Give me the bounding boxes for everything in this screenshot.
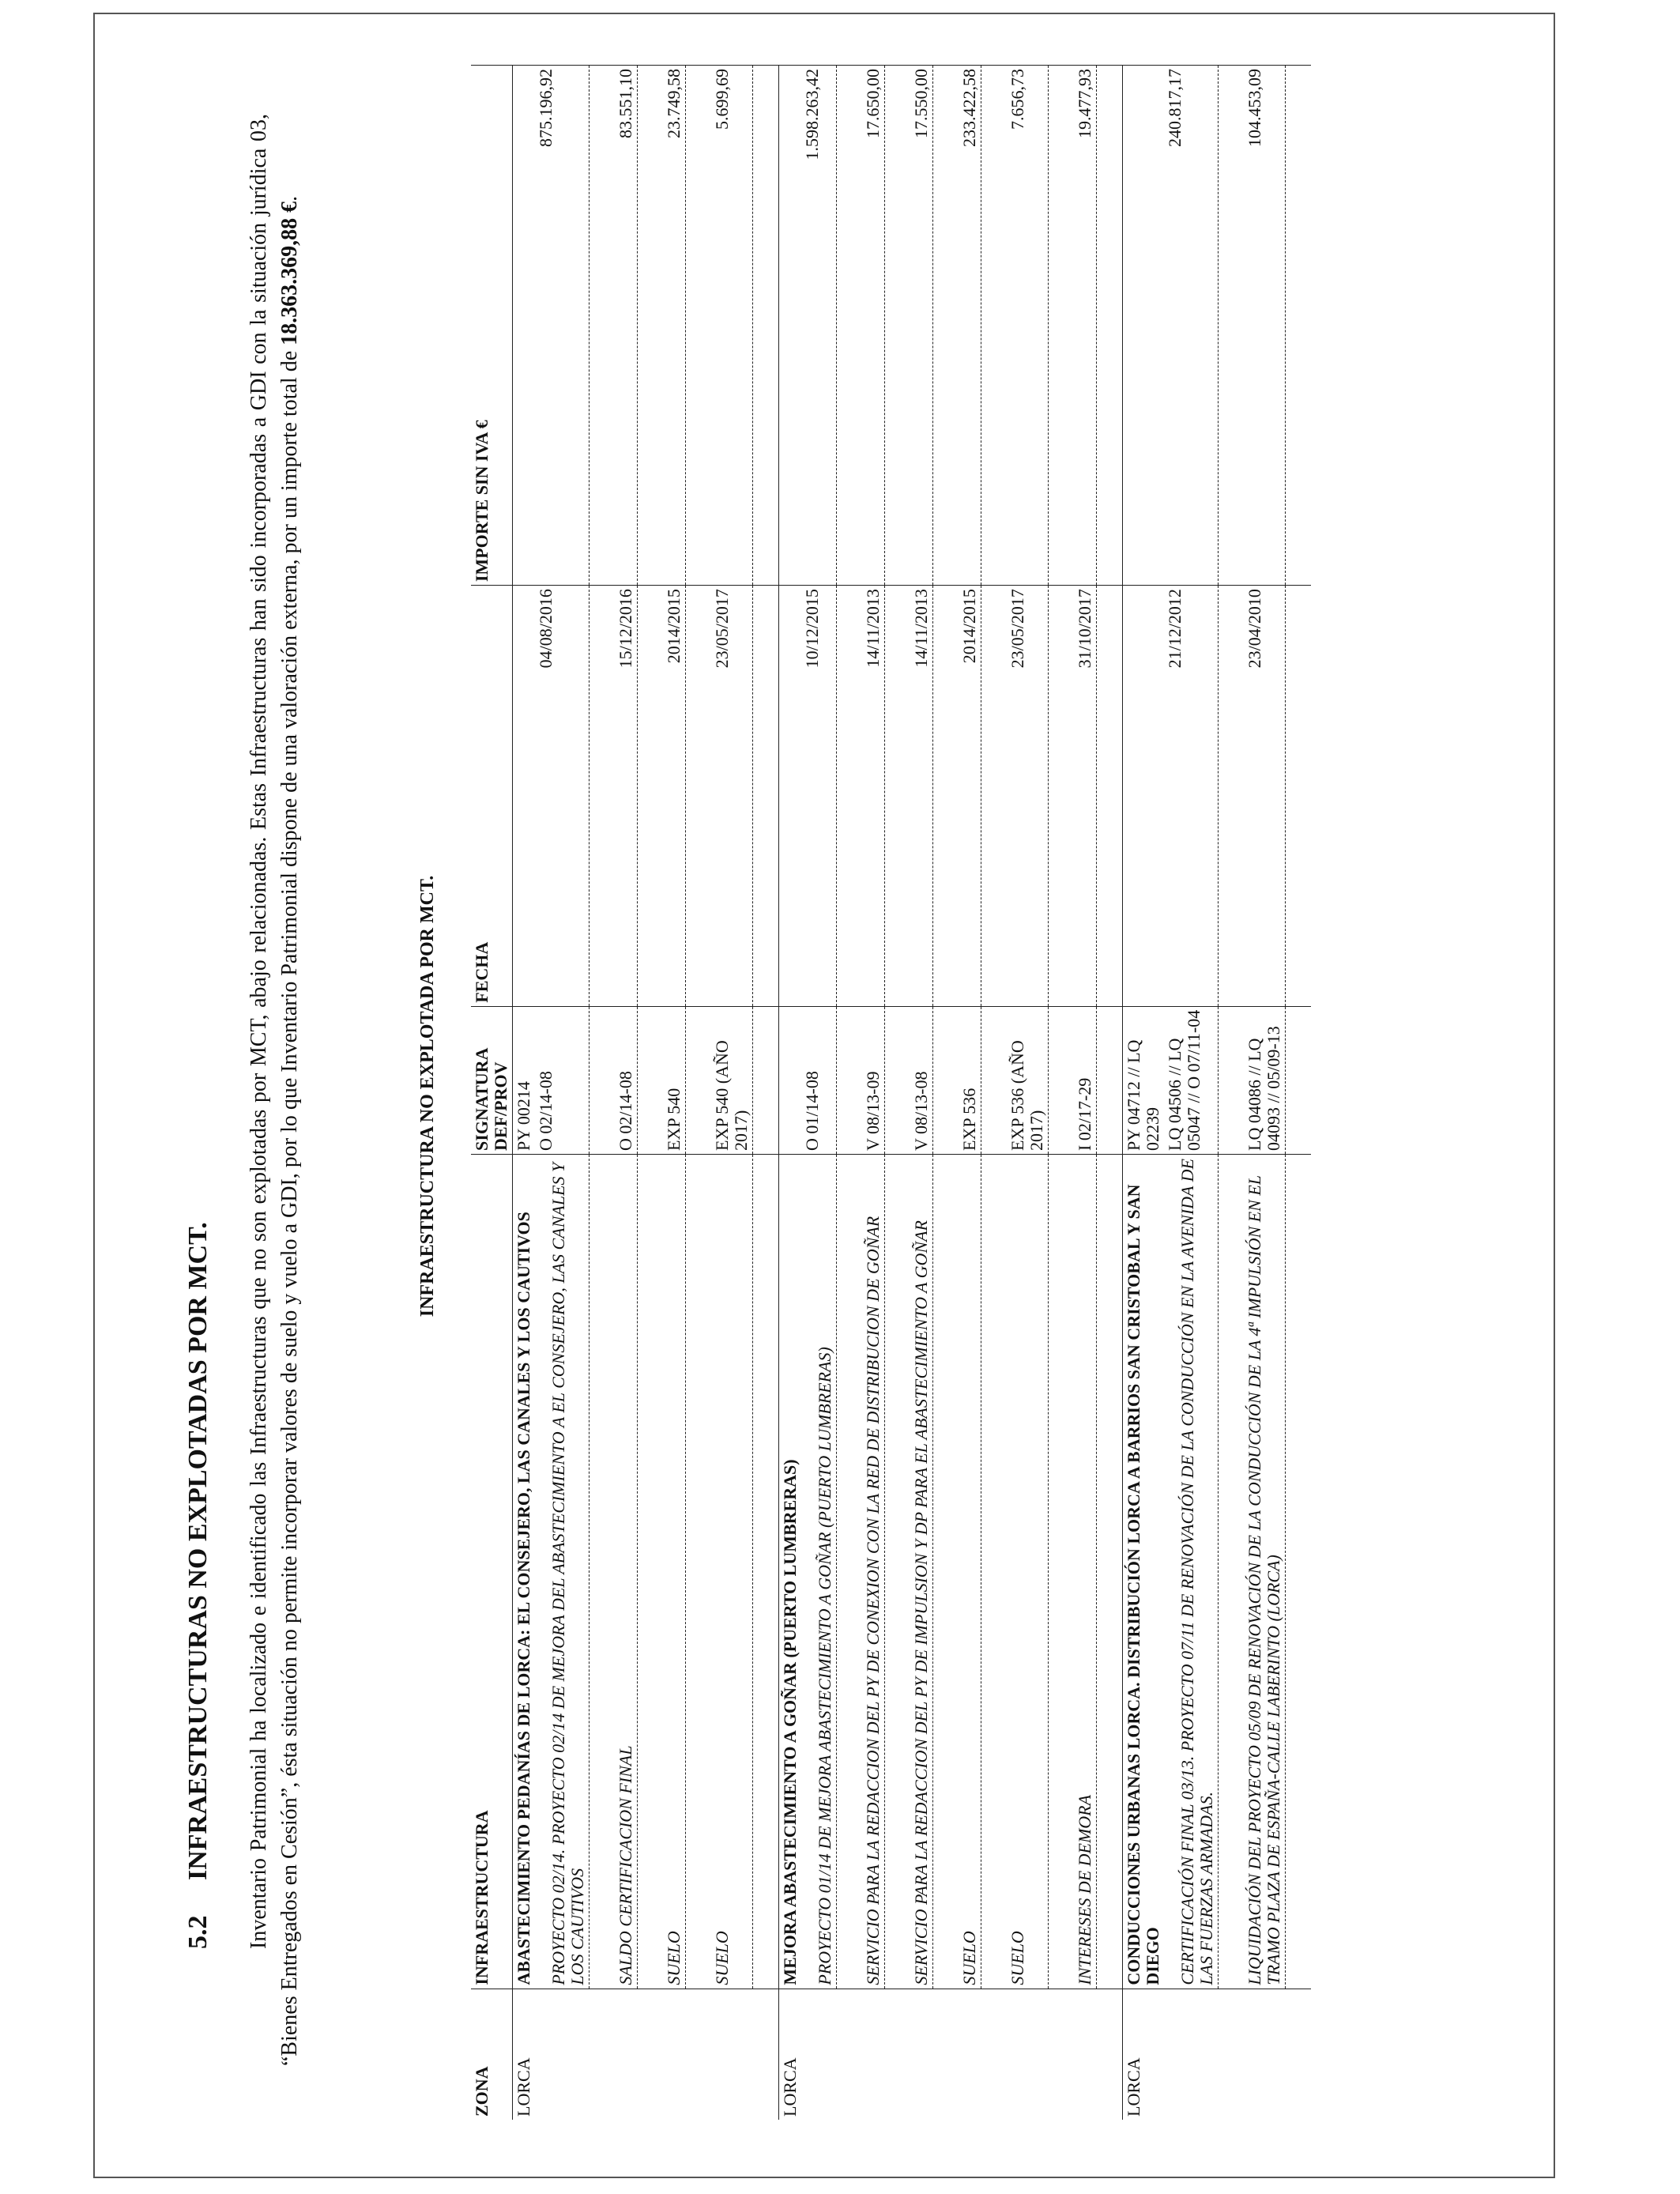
zona-cell: LORCA bbox=[1123, 1989, 1165, 2120]
row-importe: 23.749,58 bbox=[663, 66, 686, 586]
group-signatura bbox=[779, 1006, 802, 1154]
group-title: MEJORA ABASTECIMIENTO A GOÑAR (PUERTO LUMBRERAS) bbox=[779, 1154, 802, 1989]
section-heading bbox=[183, 1222, 213, 1949]
intro-end: . bbox=[277, 195, 302, 202]
spacer-cell bbox=[638, 1989, 664, 2120]
row-description: INTERESES DE DEMORA bbox=[1074, 1154, 1097, 1989]
spacer-cell bbox=[981, 586, 1008, 1007]
row-spacer bbox=[1049, 66, 1075, 2120]
table-row bbox=[1164, 66, 1219, 2120]
group-fecha-empty bbox=[1123, 586, 1165, 1007]
spacer-cell bbox=[885, 586, 911, 1007]
spacer-cell bbox=[1097, 586, 1123, 1007]
spacer-cell bbox=[638, 1006, 664, 1154]
spacer-cell bbox=[1286, 586, 1312, 1007]
zona-cell: LORCA bbox=[779, 1989, 802, 2120]
row-spacer bbox=[753, 66, 779, 2120]
row-importe: 7.656,73 bbox=[1007, 66, 1049, 586]
spacer-cell bbox=[638, 66, 664, 586]
row-description: SUELO bbox=[711, 1154, 753, 1989]
intro-paragraph bbox=[243, 114, 305, 2066]
zona-empty bbox=[910, 1989, 933, 2120]
zona-empty bbox=[711, 1989, 753, 2120]
row-description: SERVICIO PARA LA REDACCION DEL PY DE IMPULSION Y DP PARA EL ABASTECIMIENTO A GOÑAR bbox=[910, 1154, 933, 1989]
zona-empty bbox=[1074, 1989, 1097, 2120]
table-subtitle: INFRAESTRUCTURA NO EXPLOTADA POR MCT. bbox=[417, 875, 438, 1318]
spacer-cell bbox=[1049, 66, 1075, 586]
spacer-cell bbox=[1097, 1989, 1123, 2120]
spacer-cell bbox=[885, 1989, 911, 2120]
spacer-cell bbox=[933, 586, 959, 1007]
spacer-cell bbox=[933, 1006, 959, 1154]
row-importe: 17.650,00 bbox=[862, 66, 885, 586]
spacer-cell bbox=[981, 66, 1008, 586]
spacer-cell bbox=[933, 66, 959, 586]
row-importe: 83.551,10 bbox=[615, 66, 638, 586]
group-importe-empty bbox=[779, 66, 802, 586]
spacer-cell bbox=[1049, 1006, 1075, 1154]
table-row bbox=[615, 66, 638, 2120]
spacer-cell bbox=[753, 1154, 779, 1989]
group-signatura: PY 00214 bbox=[513, 1006, 536, 1154]
spacer-cell bbox=[837, 1006, 863, 1154]
spacer-cell bbox=[981, 1006, 1008, 1154]
zona-empty bbox=[615, 1989, 638, 2120]
spacer-cell bbox=[1219, 1006, 1245, 1154]
row-spacer bbox=[1219, 66, 1245, 2120]
row-description: LIQUIDACIÓN DEL PROYECTO 05/09 DE RENOVACIÓN DE LA CONDUCCIÓN DE LA 4ª IMPULSIÓN EN EL TRAMO PLAZA DE ESPAÑA-CALLE LABERINTO (LORCA) bbox=[1244, 1154, 1286, 1989]
zona-empty bbox=[1007, 1989, 1049, 2120]
table-row bbox=[910, 66, 933, 2120]
spacer-cell bbox=[1286, 1154, 1312, 1989]
zona-empty bbox=[535, 1989, 590, 2120]
row-fecha: 23/05/2017 bbox=[1007, 586, 1049, 1007]
table-row bbox=[1244, 66, 1286, 2120]
spacer-cell bbox=[885, 1154, 911, 1989]
row-importe: 233.422,58 bbox=[959, 66, 981, 586]
spacer-cell bbox=[885, 1006, 911, 1154]
group-title: CONDUCCIONES URBANAS LORCA. DISTRIBUCIÓN LORCA A BARRIOS SAN CRISTOBAL Y SAN DIEGO bbox=[1123, 1154, 1165, 1989]
row-importe: 19.477,93 bbox=[1074, 66, 1097, 586]
group-fecha-empty bbox=[513, 586, 536, 1007]
spacer-cell bbox=[590, 1989, 616, 2120]
row-spacer bbox=[1097, 66, 1123, 2120]
zona-empty bbox=[862, 1989, 885, 2120]
spacer-cell bbox=[753, 1006, 779, 1154]
spacer-cell bbox=[686, 1006, 712, 1154]
table-row bbox=[959, 66, 981, 2120]
spacer-cell bbox=[837, 1154, 863, 1989]
row-signatura: V 08/13-09 bbox=[862, 1006, 885, 1154]
spacer-cell bbox=[753, 1989, 779, 2120]
spacer-cell bbox=[590, 586, 616, 1007]
infrastructure-table bbox=[471, 65, 1311, 2120]
spacer-cell bbox=[638, 586, 664, 1007]
spacer-cell bbox=[837, 1989, 863, 2120]
spacer-cell bbox=[686, 1989, 712, 2120]
row-spacer bbox=[981, 66, 1008, 2120]
spacer-cell bbox=[981, 1154, 1008, 1989]
row-fecha: 2014/2015 bbox=[663, 586, 686, 1007]
row-signatura: EXP 536 bbox=[959, 1006, 981, 1154]
spacer-cell bbox=[1219, 586, 1245, 1007]
row-description: SERVICIO PARA LA REDACCION DEL PY DE CONEXION CON LA RED DE DISTRIBUCION DE GOÑAR bbox=[862, 1154, 885, 1989]
row-signatura: EXP 540 (AÑO 2017) bbox=[711, 1006, 753, 1154]
spacer-cell bbox=[837, 66, 863, 586]
row-signatura: O 02/14-08 bbox=[535, 1006, 590, 1154]
spacer-cell bbox=[1097, 1006, 1123, 1154]
row-importe: 1.598.263,42 bbox=[801, 66, 837, 586]
zona-empty bbox=[1164, 1989, 1219, 2120]
row-spacer bbox=[686, 66, 712, 2120]
row-signatura: LQ 04506 // LQ 05047 // O 07/11-04 bbox=[1164, 1006, 1219, 1154]
row-fecha: 14/11/2013 bbox=[862, 586, 885, 1007]
section-title: INFRAESTRUCTURAS NO EXPLOTADAS POR MCT. bbox=[183, 1222, 213, 1880]
spacer-cell bbox=[753, 66, 779, 586]
section-number: 5.2 bbox=[183, 1915, 213, 1949]
row-fecha: 23/04/2010 bbox=[1244, 586, 1286, 1007]
row-fecha: 10/12/2015 bbox=[801, 586, 837, 1007]
row-description: PROYECTO 02/14. PROYECTO 02/14 DE MEJORA DEL ABASTECIMIENTO A EL CONSEJERO, LAS CANALES Y LOS CAUTIVOS bbox=[535, 1154, 590, 1989]
row-fecha: 04/08/2016 bbox=[535, 586, 590, 1007]
table-header-row bbox=[471, 66, 513, 2120]
spacer-cell bbox=[590, 66, 616, 586]
row-fecha: 14/11/2013 bbox=[910, 586, 933, 1007]
row-spacer bbox=[590, 66, 616, 2120]
row-spacer bbox=[837, 66, 863, 2120]
spacer-cell bbox=[686, 586, 712, 1007]
row-fecha: 15/12/2016 bbox=[615, 586, 638, 1007]
header-zona: ZONA bbox=[471, 1989, 513, 2120]
table-row bbox=[801, 66, 837, 2120]
spacer-cell bbox=[1049, 586, 1075, 1007]
group-title: ABASTECIMIENTO PEDANÍAS DE LORCA: EL CONSEJERO, LAS CANALES Y LOS CAUTIVOS bbox=[513, 1154, 536, 1989]
spacer-cell bbox=[1049, 1154, 1075, 1989]
header-signatura: SIGNATURA DEF/PROV bbox=[471, 1006, 513, 1154]
spacer-cell bbox=[686, 66, 712, 586]
intro-total: 18.363.369,88 € bbox=[277, 201, 302, 345]
row-importe: 875.196,92 bbox=[535, 66, 590, 586]
row-fecha: 23/05/2017 bbox=[711, 586, 753, 1007]
row-signatura: LQ 04086 // LQ 04093 // 05/09-13 bbox=[1244, 1006, 1286, 1154]
row-description: PROYECTO 01/14 DE MEJORA ABASTECIMIENTO A GOÑAR (PUERTO LUMBRERAS) bbox=[801, 1154, 837, 1989]
spacer-cell bbox=[981, 1989, 1008, 2120]
row-importe: 104.453,09 bbox=[1244, 66, 1286, 586]
spacer-cell bbox=[1219, 1989, 1245, 2120]
table-row bbox=[711, 66, 753, 2120]
row-fecha: 2014/2015 bbox=[959, 586, 981, 1007]
row-fecha: 21/12/2012 bbox=[1164, 586, 1219, 1007]
row-spacer bbox=[1286, 66, 1312, 2120]
header-importe: IMPORTE SIN IVA € bbox=[471, 66, 513, 586]
spacer-cell bbox=[590, 1006, 616, 1154]
row-importe: 17.550,00 bbox=[910, 66, 933, 586]
zona-empty bbox=[959, 1989, 981, 2120]
spacer-cell bbox=[933, 1989, 959, 2120]
spacer-cell bbox=[590, 1154, 616, 1989]
zona-empty bbox=[801, 1989, 837, 2120]
group-fecha-empty bbox=[779, 586, 802, 1007]
table-row bbox=[862, 66, 885, 2120]
table-row bbox=[1074, 66, 1097, 2120]
zona-empty bbox=[1244, 1989, 1286, 2120]
header-fecha: FECHA bbox=[471, 586, 513, 1007]
row-description: SUELO bbox=[1007, 1154, 1049, 1989]
group-signatura: PY 04712 // LQ 02239 bbox=[1123, 1006, 1165, 1154]
spacer-cell bbox=[1286, 66, 1312, 586]
row-signatura: EXP 540 bbox=[663, 1006, 686, 1154]
row-spacer bbox=[933, 66, 959, 2120]
row-description: SUELO bbox=[663, 1154, 686, 1989]
row-importe: 240.817,17 bbox=[1164, 66, 1219, 586]
row-signatura: EXP 536 (AÑO 2017) bbox=[1007, 1006, 1049, 1154]
row-signatura: O 01/14-08 bbox=[801, 1006, 837, 1154]
table-row bbox=[535, 66, 590, 2120]
row-signatura: O 02/14-08 bbox=[615, 1006, 638, 1154]
spacer-cell bbox=[1049, 1989, 1075, 2120]
spacer-cell bbox=[1286, 1006, 1312, 1154]
header-infraestructura: INFRAESTRUCTURA bbox=[471, 1154, 513, 1989]
spacer-cell bbox=[885, 66, 911, 586]
spacer-cell bbox=[1097, 66, 1123, 586]
group-importe-empty bbox=[513, 66, 536, 586]
spacer-cell bbox=[638, 1154, 664, 1989]
zona-cell: LORCA bbox=[513, 1989, 536, 2120]
group-title-row bbox=[513, 66, 536, 2120]
group-importe-empty bbox=[1123, 66, 1165, 586]
row-fecha: 31/10/2017 bbox=[1074, 586, 1097, 1007]
rotated-page bbox=[95, 17, 1549, 2175]
table-row bbox=[663, 66, 686, 2120]
row-description: SUELO bbox=[959, 1154, 981, 1989]
spacer-cell bbox=[753, 586, 779, 1007]
group-title-row bbox=[779, 66, 802, 2120]
spacer-cell bbox=[933, 1154, 959, 1989]
spacer-cell bbox=[686, 1154, 712, 1989]
row-description: CERTIFICACIÓN FINAL 03/13. PROYECTO 07/11 DE RENOVACIÓN DE LA CONDUCCIÓN EN LA AVENIDA DE LAS FUERZAS ARMADAS. bbox=[1164, 1154, 1219, 1989]
spacer-cell bbox=[837, 586, 863, 1007]
row-description: SALDO CERTIFICACION FINAL bbox=[615, 1154, 638, 1989]
table-row bbox=[1007, 66, 1049, 2120]
spacer-cell bbox=[1097, 1154, 1123, 1989]
row-importe: 5.699,69 bbox=[711, 66, 753, 586]
group-title-row bbox=[1123, 66, 1165, 2120]
spacer-cell bbox=[1286, 1989, 1312, 2120]
intro-text: Inventario Patrimonial ha localizado e identificado las Infraestructuras que no son explotadas por MCT, abajo relacionadas. Estas Infraestructuras han sido incorporadas a GDI con la situación jurídica 03, “Bienes Entregados en Cesión”, ésta situación no permite incorporar valores de suelo y vuelo a GDI, por lo que Inventario Patrimonial dispone de una valoración externa, por un importe total de bbox=[247, 114, 302, 2066]
row-spacer bbox=[885, 66, 911, 2120]
zona-empty bbox=[663, 1989, 686, 2120]
row-signatura: I 02/17-29 bbox=[1074, 1006, 1097, 1154]
spacer-cell bbox=[1219, 66, 1245, 586]
row-spacer bbox=[638, 66, 664, 2120]
spacer-cell bbox=[1219, 1154, 1245, 1989]
row-signatura: V 08/13-08 bbox=[910, 1006, 933, 1154]
